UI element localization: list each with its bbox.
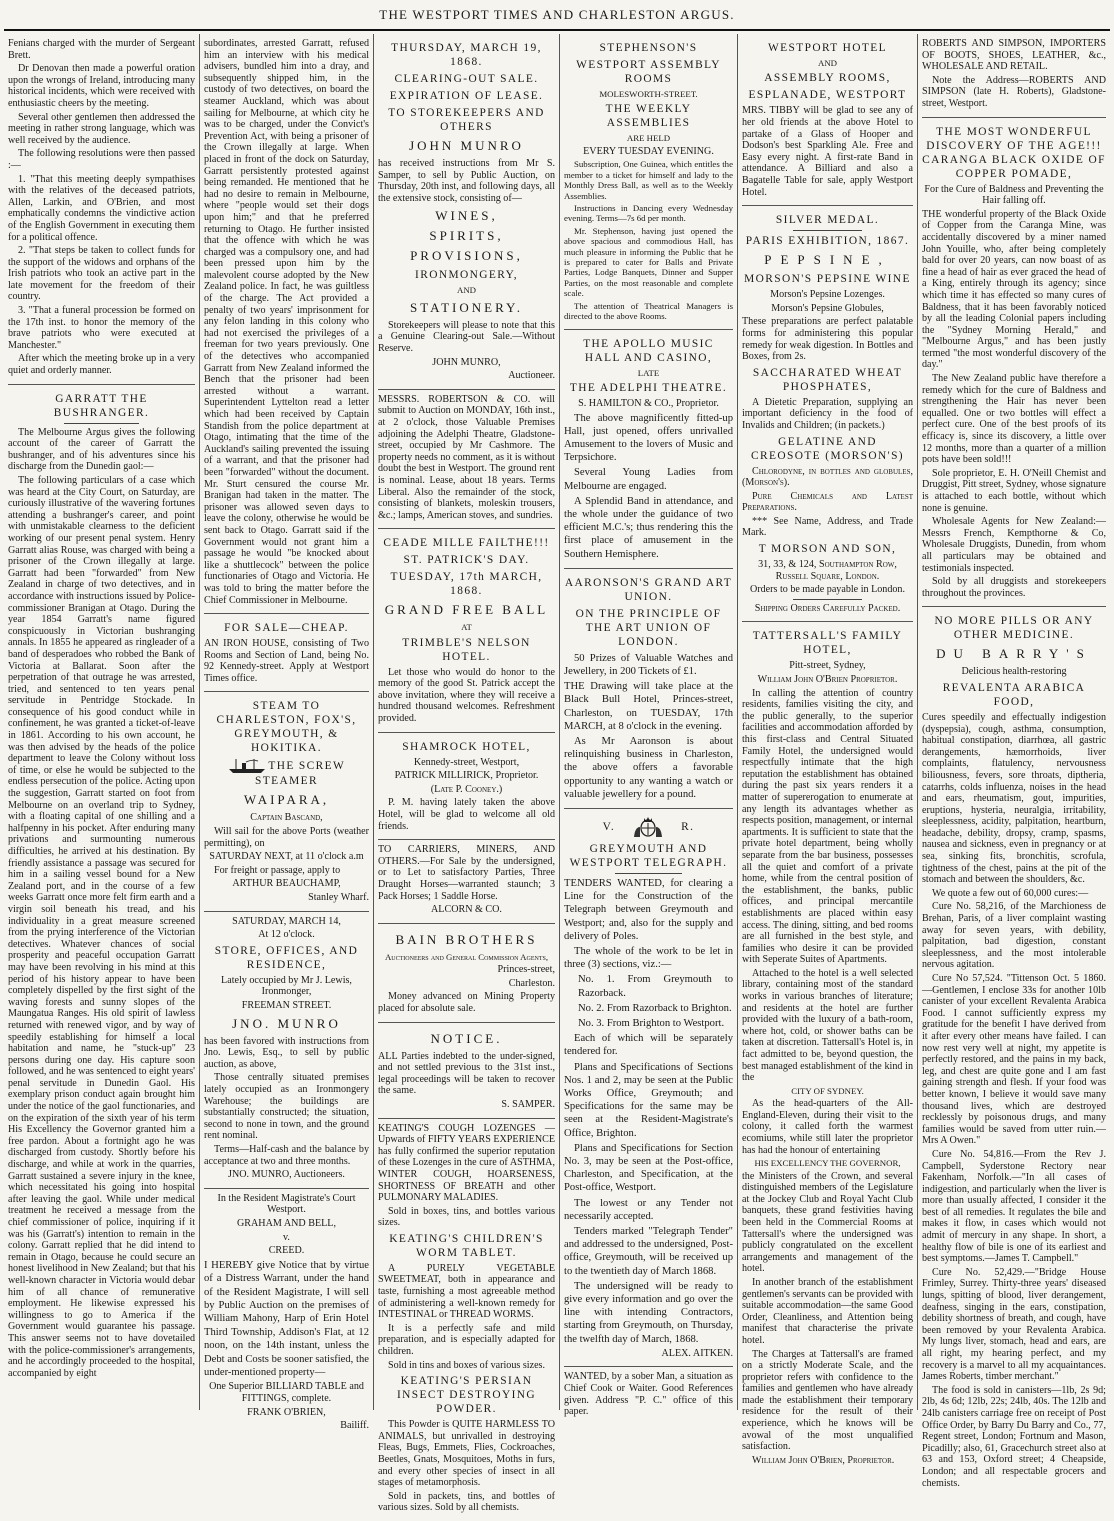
- auction-date: SATURDAY, MARCH 14,: [232, 915, 341, 927]
- auction-time: At 12 o'clock.: [258, 929, 315, 941]
- paragraph: Dr Denovan then made a powerful oration upon the wrongs of Ireland, introducing many historical incidents, which were received with enthusiastic cheers by the meeting.: [8, 63, 195, 109]
- paragraph: Fenians charged with the murder of Sergeant Brett.: [8, 38, 195, 61]
- ad-body: Instructions in Dancing every Wednesday evening. Terms—7s 6d per month.: [564, 203, 733, 224]
- goods-line: AND: [456, 285, 477, 296]
- ad-line: Morson's Pepsine Globules,: [771, 302, 884, 314]
- agent-place: Stanley Wharf.: [308, 892, 369, 904]
- samper-notice: [378, 1023, 555, 1119]
- ad-body: This Powder is QUITE HARMLESS TO ANIMALS, but unrivalled in destroying Fleas, Bugs, Emmets, Flies, Cockroaches, Beetles, Gnats, Mosquitoes, Moths in furs, and every other species of insect in all stages of metamorphosis.: [378, 1419, 555, 1489]
- section-item: No. 2. From Razorback to Brighton.: [578, 1002, 732, 1014]
- ad-heading: THE APOLLO MUSIC HALL AND CASINO,: [583, 337, 714, 364]
- ad-proprietor: S. HAMILTON & CO., Proprietor.: [578, 397, 719, 409]
- ad-line: Morson's Pepsine Lozenges.: [770, 289, 885, 301]
- ad-held: ARE HELD: [626, 133, 671, 144]
- ad-note: Storekeepers will please to note that this a Genuine Clearing-out Sale.—Without Reserve.: [378, 319, 555, 354]
- st-patricks-ad: [378, 529, 555, 732]
- court-notice: [204, 1189, 369, 1439]
- ad-when: EVERY TUESDAY EVENING.: [583, 145, 714, 157]
- steamship-icon: [228, 758, 266, 774]
- ad-body: AN IRON HOUSE, consisting of Two Rooms and Section of Land, being No. 92 Kennedy-street. Apply at Westport Times office.: [204, 638, 369, 684]
- section-item: No. 3. From Brighton to Westport.: [578, 1018, 725, 1029]
- ad-body: Mr. Stephenson, having just opened the above spacious and commodious Hall, has much pleasure in informing the Public that he is prepared to cater for Balls and Private Parties, Lodge Banquets, Dinner and Supper Parties, on the most reasonable and complete scale.: [564, 225, 733, 299]
- ad-body: The food is sold in canisters—1lb, 2s 9d; 2lb, 4s 6d; 12lb, 22s; 24lb, 40s. The 12lb and 24lb canisters carriage free on receipt of Post Office Order, by Barry Du Barry and Co., 77, Regent street, London; Fortnum and Mason, Picadilly; also, 61, Gracechurch street also at 63 and 153, Oxford street; 4 Cheapside, London; and all respectable grocers and chemists.: [922, 1384, 1106, 1489]
- ad-town: Charleston.: [508, 977, 555, 989]
- ad-body: Let those who would do honor to the memory of the good St. Patrick accept the above invitation, where they will receive a hundred thousand welcomes. Refreshment provided.: [378, 666, 555, 725]
- roberts-simpson-ad: [922, 34, 1106, 118]
- ad-heading: SHAMROCK HOTEL,: [402, 740, 531, 753]
- street-line: FREEMAN STREET.: [241, 1000, 332, 1011]
- ad-body: Cure No. 52,429.—"Bridge House Frimley, Surrey. Thirty-three years' diseased lungs, spitting of blood, liver derangement, deafness, singing in the ears, constipation, debility shortness of breath, and cough, have been removed by your Revalenta Arabica. My lungs liver, stomach, head and ears, are all right, my hearing perfect, and my recovery is a marvel to all my acquaintances. James Roberts, timber merchant.": [922, 1266, 1106, 1383]
- ad-body: has received instructions from Mr S. Samper, to sell by Public Auction, on Thursday, 20th inst, and following days, all the extensive stock, consisting of—: [378, 158, 555, 204]
- shamrock-hotel-ad: [378, 733, 555, 841]
- paragraph: Several other gentlemen then addressed the meeting in rather strong language, which was well received by the audience.: [8, 111, 195, 146]
- ad-role: Auctioneer.: [508, 370, 555, 382]
- paragraph: The following resolutions were then passed :—: [8, 148, 195, 171]
- apollo-music-hall-ad: [564, 330, 733, 569]
- sailing-date: SATURDAY NEXT, at 11 o'clock a.m: [209, 851, 364, 863]
- ad-body: Pure Chemicals and Latest Preparations.: [742, 490, 913, 514]
- store-auction-ad: [204, 912, 369, 1189]
- divider: [615, 873, 683, 874]
- vr-v: V.: [602, 820, 616, 833]
- paragraph: subordinates, arrested Garratt, refused him an interview with his medical advisers, bundled him into a dray, and subsequently shipped him, in the custody of two detectives, on board the steamer Auckland, which was about sailing for Melbourne, at which city he was to be charged, under the Convict's Prevention Act, with being a prisoner of the Crown illegally at large. When placed in front of the dock on Saturday, Garratt persistently protested against being remanded. He mentioned that he had no desire to remain in Melbourne, where "people would set their dogs upon him;" and that he preferred returning to Otago. He further insisted that the offence with which he was charged was a compulsory one, and had been pressed upon him by the malevolent course adopted by the New Zealand police. In fact, he was guiltless of the charge. The Act provided a penalty of two years' imprisonment for any felon landing in this colony who had not exercised the privileges of a freeman for two years previously. One of the detectives who accompanied Garratt from New Zealand informed the Bench that the prisoner had been arrested without a warrant. Superintendent Lyttelton read a letter which had been received by Captain Standish from the police department at Otago, intimating that the time of the Auckland's sailing prevented the issuing of a warrant, and that the prisoner had been "forwarded" without the document. Mr. Sturt censured the course Mr. Branigan had taken in the matter. The prisoner was allowed seven days to leave the colony, otherwise he would be sent back to Otago. Garratt said if the Government would not grant him a passage he would "be knocked about like a shuttlecock" between the police functionaries of Otago and Victoria. He was told to bring the matter before the Chief Commissioner in Melbourne.: [204, 38, 369, 606]
- notice-heading: NOTICE.: [430, 1030, 503, 1046]
- ad-heading: ESPLANADE, WESTPORT: [748, 89, 907, 102]
- ad-body: The above magnificently fitted-up Hall, just opened, offers unrivalled Amusement to the lovers of Music and Terpsichore.: [564, 412, 733, 464]
- ad-proprietor: William John O'Brien Proprietor.: [757, 674, 898, 686]
- ad-line: Delicious health-restoring: [961, 666, 1067, 678]
- court-title: In the Resident Magistrate's Court Westport.: [217, 1192, 356, 1216]
- assembly-rooms-ad: [564, 34, 733, 330]
- freight-line: For freight or passage, apply to: [214, 864, 341, 876]
- ad-heading: THE ADELPHI THEATRE.: [569, 381, 728, 394]
- ad-body: Plans and Specifications for Section No. 3, may be seen at the Post-office, Charleston, and Specification, at the Post-office, Westport.: [564, 1142, 733, 1194]
- ad-body: Sold in boxes, tins, and bottles various sizes.: [378, 1205, 555, 1229]
- auctioneer-heading: JNO. MUNRO: [232, 1015, 341, 1031]
- court-v: v.: [283, 1231, 290, 1243]
- ad-heading: WESTPORT ASSEMBLY ROOMS: [576, 59, 721, 85]
- ad-body: *** See Name, Address, and Trade Mark.: [742, 515, 913, 539]
- ad-body: Several Young Ladies from Melbourne are engaged.: [564, 467, 733, 492]
- goods-line: WINES,: [435, 208, 498, 224]
- revalenta-ad: [922, 607, 1106, 1496]
- ad-body: In another branch of the establishment gentlemen's servants can be provided with suitable accommodation—the same Good Order, Cleanliness, and Attention being manifest that characterise the private hotel.: [742, 1276, 913, 1346]
- paragraph: 1. "That this meeting deeply sympathises with the relatives of the deceased patriots, Allen, Larkin, and O'Brien, and most emphatically condemns the vindictive action of the English Government in executing them for a political offence.: [8, 173, 195, 243]
- ad-body: As Mr Aaronson is about relinquishing business in Charleston, the above offers a favorable opportunity to any wanting a watch or valuable jewellery for a pound.: [564, 735, 733, 800]
- ad-signature: ALCORN & CO.: [431, 904, 502, 916]
- ad-body: Subscription, One Guinea, which entitles the member to a ticket for himself and lady to the Monthly Dress Ball, as well as to the Weekly Assemblies.: [564, 159, 733, 201]
- ad-heading: STEAM TO CHARLESTON, FOX'S, GREYMOUTH, & HOKITIKA.: [216, 700, 357, 755]
- ad-body: In calling the attention of country residents, families visiting the city, and the public generally, to the superior facilities and accommodation afforded by this first-class and Central Situated Family Hotel, the undersigned would respectfully intimate that the high reputation the establishment has obtained during the past six years renders it a matter of supererogation to enumerate at any length its advantages whether as respects position, management, or internal apartments. It is sufficient to state that the private hotel department, being wholly separate from the bar business, possesses all the quiet and comfort of a private home, while from the central position of the establishment, the banks, public offices, and principal mercantile establishments are placed within easy access. The dining, sitting, and bed rooms are all furnished in the best style, and families who desire it can be provided with Seperate Suites of Apartments.: [742, 687, 913, 966]
- agent: ARTHUR BEAUCHAMP,: [232, 878, 341, 890]
- ad-body: MRS. TIBBY will be glad to see any of her old friends at the above Hotel to partake of a Glass of Hooper and Dodson's best Sparkling Ale. Free and Easy every night. A first-rate Band in attendance. A Billiard and also a Bagatelle Table for sale, apply Westport Hotel.: [742, 105, 913, 198]
- paragraph: 3. "That a funeral procession be formed on the 17th inst. to honor the memory of the brave patriots who were executed at Manchester.": [8, 305, 195, 351]
- robertson-ad: [378, 390, 555, 530]
- ball-heading: GRAND FREE BALL: [384, 602, 549, 618]
- ad-body: the Ministers of the Crown, and several distinguished members of the Legislature at the Jockey Club and Royal Yacht Club banquets, these grand festivities having been held in the Commercial Rooms at Tattersall's where the undersigned was publicly congratulated on the excellent arrangements and management of the hotel.: [742, 1170, 913, 1275]
- ad-body: 50 Prizes of Valuable Watches and Jewellery, in 200 Tickets of £1.: [564, 652, 733, 677]
- ad-subheading: SACCHARATED WHEAT PHOSPHATES,: [752, 366, 903, 393]
- ad-body: The Charges at Tattersall's are framed on a strictly Moderate Scale, and the proprietor refers with confidence to the families and gentlemen who have already made the establishment their temporary residence for the result of their experience, which he knows will be avowal of the most unqualified satisfaction.: [742, 1348, 913, 1453]
- ship-name: WAIPARA,: [243, 792, 330, 808]
- ad-heading: SILVER MEDAL.: [775, 214, 880, 227]
- auctioneer-heading: JOHN MUNRO: [409, 138, 524, 153]
- court-defendant: CREED.: [268, 1245, 305, 1257]
- divider: [793, 599, 861, 600]
- ad-heading: TATTERSALL'S FAMILY HOTEL,: [752, 630, 903, 657]
- ad-subheading: PARIS EXHIBITION, 1867.: [745, 235, 910, 248]
- court-body: I HEREBY give Notice that by virtue of a Distress Warrant, under the hand of the Resident Magistrate, I will sell by Public Auction on the premises of William Mahony, Harp of Erin Hotel Third Township, Addison's Flat, at 12 noon, on the 14th instant, unless the Debt and Costs be sooner satisfied, the under-mentioned property—: [204, 1259, 369, 1378]
- court-case: GRAHAM AND BELL,: [237, 1217, 336, 1229]
- royal-crest-icon: [631, 815, 665, 839]
- ad-body: The New Zealand public have therefore a remedy which for the cure of Baldness and strengthening the Hair has never been equalled. One or two bottles will effect a perfect cure. One of the best proofs of its efficacy is, since its discovery, a little over 12 months, more than a quarter of a million pots have been sold!!!: [922, 373, 1106, 466]
- ad-body: WANTED, by a sober Man, a situation as Chief Cook or Waiter. Good References given. Address "P. C." office of this paper.: [564, 1371, 733, 1418]
- bain-brothers-ad: [378, 924, 555, 1023]
- garratt-article: [8, 385, 195, 1387]
- ad-heading: AARONSON'S GRAND ART UNION.: [564, 576, 733, 603]
- section-item: No. 1. From Greymouth to Razorback.: [578, 974, 733, 999]
- article-heading: GARRATT THE BUSHRANGER.: [53, 392, 150, 419]
- goods-line: SPIRITS,: [429, 228, 504, 244]
- paragraph: 2. "That steps be taken to collect funds for the support of the widows and orphans of the Irish patriots who took an active part in the late movement for the freedom of their country.: [8, 245, 195, 303]
- wanted-ad: [564, 1367, 733, 1424]
- fenian-meeting-article: [8, 34, 195, 385]
- ad-line: Shipping Orders Carefully Packed.: [754, 602, 901, 614]
- column-4: [560, 34, 738, 1418]
- ad-line: HIS EXCELLENCY THE GOVERNOR,: [754, 1158, 901, 1169]
- ad-heading: STORE, OFFICES, AND RESIDENCE,: [214, 944, 359, 971]
- ad-body: MESSRS. ROBERTSON & CO. will submit to Auction on MONDAY, 16th inst., at 2 o'clock, those Valuable Premises adjoining the Adelphi Theatre, Gladstone-street, occupied by Mr Cashmore. The property needs no comment, as it is without doubt the best in Westport. The ground rent is nominal. Lease, about 18 years. Terms Liberal. Also the remainder of the stock, consisting of blankets, moleskin trousers, &c.; lamps, American stoves, and sundries.: [378, 393, 555, 521]
- divider: [793, 230, 861, 231]
- ad-body: Cure No 57,524. "Tittenson Oct. 5 1860.—Gentlemen, I enclose 33s for another 10lb canister of your excellent Revalenta Arabica Food. I cannot sufficiently express my gratitude for the benefit I have derived from it after every other means have failed. I can now rest very well at night, my appetite is perfectly restored, and the pains in my back, leg, and chest are quite gone and I am fast gaining strength and flesh. If your food was better known, I believe it would save many thousand lives, which are destroyed recklessly by poisonous drugs, and many families would be saved from utter ruin.—Mrs A Owen.": [922, 973, 1106, 1147]
- tattersalls-hotel-ad: [742, 622, 913, 1473]
- ad-body: Note the Address—ROBERTS AND SIMPSON (late H. Roberts), Gladstone-street, Westport.: [922, 74, 1106, 109]
- paragraph: The following particulars of a case which was heard at the City Court, on Saturday, are curiously illustrative of the wavering fortunes attending a bushranger's career, and point with unmistakable clearness to the deficient working of our present penal system. Henry Garratt alias Rouse, was charged with being a prisoner of the Crown illegally at large. Garratt had been "forwarded" from New Zealand in charge of two detectives, and in accordance with instructions issued by Police-commissioner Branigan at Otago. During the year 1854 Garratt's name figured conspicuously in Victorian bushranging annals. In 1855 he appeared as ringleader of a band of desperadoes who robbed the Bank of Victoria at Ballarat. Soon after the perpetration of that outrage he was arrested, tried, and sentenced to ten years penal servitude in Pentridge Stockade. In consequence of his good conduct while in confinement, he was granted a ticket-of-leave in 1861. According to his own account, he was then advised by the heads of the police department to leave the Colony without loss of time, or else he would be subjected to the endless persecution of the police. Acting upon the suggestion, Garratt started on foot from Melbourne on an overland trip to Sydney, with a floating capital of one shilling and a halfpenny in his pocket. After enduring many privations and surmounting numerous difficulties, he arrived at his destination. By friendly assistance a passage was secured for him in a sailing vessel bound for a New Zealand port, and in the course of a few weeks Garratt once more felt firm earth and a virgin soil beneath his tread, and his individuality in a great measure screened from the prying interference of the Victorian detectives. Whatever chances of social prosperity and peaceful occupation Garratt may have been revolving in his mind at this period of his history appear to have been completely dispelled by the first sight of the waving forests and sunny slopes of the Maungatua Ranges. His old spirit of lawless returned with renewed vigor, and by way of speedily establishing for himself a local habitation and name, he "stuck-up" 23 persons during one day. His capture soon followed, and he was sentenced to eight years' penal servitude in Dunedin Gaol. His exemplary prison conduct again brought him under the notice of the gaol functionaries, and on the expiration of the sixth year of his term His Excellency the Governor granted him a free pardon. About a fortnight ago he was discharged from custody. Shortly before his discharge, and while at work in the quarries, Garratt sustained a severe injury in the knee, which necessitated his going into hospital after leaving the gaol. While under medical treatment he received a message from the chief commissioner of police, inquiring if it was his (Garratt's) intention to remain in the colony. Garratt replied that he did intend to remain in Otago, because he could secure an honest livelihood in New Zealand; but that his well-known character in Victoria would debar him of all chance of remunerative employment. He likewise expressed his willingness to go to America if the Government would guarantee his passage. This answer seems not to have dovetailed with the police-commissioner's arrangements, and he accordingly proceeded to the hospital, accompanied by eight: [8, 475, 195, 1379]
- ad-subheading: For the Cure of Baldness and Preventing the Hair falling off.: [924, 183, 1104, 207]
- notice-body: ALL Parties indebted to the under-signed, and not settled previous to the 31st inst., legal proceedings will be taken to recover the same.: [378, 1050, 555, 1097]
- ad-address: 31, 33, & 124, Southampton Row, Russell Square, London.: [758, 559, 897, 582]
- occupied-line: Lately occupied by Mr J. Lewis, Ironmonger,: [221, 974, 352, 998]
- for-sale-ad: [204, 614, 369, 692]
- ad-body: Chlorodyne, in bottles and globules, (Morson's).: [742, 465, 913, 489]
- ad-line: Orders to be made payable in London.: [749, 584, 905, 596]
- ad-body: Each of which will be separately tendered for.: [564, 1033, 733, 1058]
- ad-body: Plans and Specifications of Sections Nos. 1 and 2, may be seen at the Public Works Office, Greymouth; and Specifications for the same may be seen at the Resident-Magistrate's Office, Brighton.: [564, 1061, 733, 1139]
- column-3: [374, 34, 560, 1514]
- ad-body: Sold in tins and boxes of various sizes.: [388, 1359, 546, 1371]
- ad-heading: KEATING'S PERSIAN INSECT DESTROYING POWDER.: [396, 1375, 537, 1416]
- ad-body: has been favored with instructions from Jno. Lewis, Esq., to sell by public auction, as above,: [204, 1035, 369, 1070]
- ad-body: A Dietetic Preparation, supplying an important deficiency in the food of Invalids and Children; (in packets.): [742, 396, 913, 431]
- ad-street: Princes-street,: [497, 964, 555, 976]
- ad-subheading: THE WEEKLY ASSEMBLIES: [605, 103, 692, 130]
- ad-body: Sold in packets, tins, and bottles of various sizes. Sold by all chemists.: [378, 1490, 555, 1514]
- masthead-title: THE WESTPORT TIMES AND CHARLESTON ARGUS.: [379, 7, 735, 22]
- column-1: [4, 34, 200, 1410]
- goods-line: IRONMONGERY,: [415, 269, 518, 282]
- court-role: Bailiff.: [340, 1420, 369, 1432]
- ad-body: A PURELY VEGETABLE SWEETMEAT, both in appearance and taste, furnishing a most agreeable method of administering a well-known remedy for INTESTINAL or THREAD WORMS.: [378, 1262, 555, 1321]
- ad-subheading: ON THE PRINCIPLE OF THE ART UNION OF LONDON.: [575, 607, 722, 648]
- ad-heading: FOR SALE—CHEAP.: [224, 622, 349, 635]
- caranga-pomade-ad: [922, 118, 1106, 608]
- ad-body: Attached to the hotel is a well selected library, containing most of the standard works in various branches of literature; and residents at the hotel are further provided with the luxury of a bath-room, where hot, cold, or shower baths can be taken at discretion. Tattersall's Hotel is, in fact admitted to be, beyond question, the best managed establishment of the kind in the: [742, 967, 913, 1084]
- ad-signature: William John O'Brien, Proprietor.: [752, 1454, 895, 1466]
- expiration-heading: EXPIRATION OF LEASE.: [389, 90, 544, 102]
- ad-body: As the head-quarters of the All-England-Eleven, during their visit to the colony, it called forth the warmest ecomiums, while still later the proprietor has had the honour of entertaining: [742, 1098, 913, 1156]
- keating-ads: [378, 1119, 555, 1521]
- ad-signature: JOHN MUNRO,: [432, 356, 501, 368]
- masthead-rule: [4, 29, 1110, 31]
- ad-proprietor: PATRICK MILLIRICK, Proprietor.: [394, 770, 539, 782]
- ad-body: It is a perfectly safe and mild preparation, and is especially adapted for children.: [378, 1322, 555, 1358]
- carriers-ad: [378, 840, 555, 924]
- ad-body: Cure No. 58,216, of the Marchioness de Brehan, Paris, of a liver complaint wasting away for seven years, with debility, palpitation, bad digestion, constant sleeplessness, and the most intolerable nervous agitation.: [922, 901, 1106, 971]
- ad-body: KEATING'S COUGH LOZENGES —Upwards of FIFTY YEARS EXPERIENCE has fully confirmed the superior reputation of these Lozenges in the cure of ASTHMA, WINTER COUGH, HOARSENESS, SHORTNESS OF BREATH and other PULMONARY MALADIES.: [378, 1122, 556, 1204]
- ad-body: Money advanced on Mining Property placed for absolute sale.: [378, 991, 555, 1014]
- goods-line: STATIONERY.: [410, 299, 523, 315]
- paragraph: The Melbourne Argus gives the following account of the career of Garratt the bushranger, and of his adventures since his discharge from the Dunedin gaol:—: [8, 426, 195, 473]
- pepsine-ad: [742, 206, 913, 622]
- ad-late: (Late P. Cooney.): [430, 783, 503, 795]
- sale-date: THURSDAY, MARCH 19, 1868.: [391, 42, 542, 68]
- ad-street: Pitt-street, Sydney,: [789, 660, 866, 672]
- art-union-ad: [564, 569, 733, 809]
- ad-terms: Terms—Half-cash and the balance by acceptance at two and three months.: [204, 1143, 369, 1167]
- ad-body: THE Drawing will take place at the Black Bull Hotel, Princes-street, Charleston, on TUESDAY, 17th MARCH, at 8 o'clock in the evening.: [564, 681, 733, 732]
- ad-subheading: T MORSON AND SON,: [758, 543, 897, 556]
- at-line: AT: [461, 622, 472, 633]
- pepsine-heading: PEPSINE,: [764, 252, 891, 268]
- ad-heading: CEADE MILLE FAILTHE!!!: [383, 537, 550, 550]
- garratt-article-continued: [204, 34, 369, 614]
- column-6: [918, 34, 1110, 1489]
- ad-body: We quote a few out of 60,000 cures:—: [932, 887, 1089, 899]
- court-signature: FRANK O'BRIEN,: [247, 1406, 326, 1418]
- ad-heading: STEPHENSON'S: [599, 42, 698, 54]
- ad-line: CITY OF SYDNEY.: [791, 1085, 864, 1096]
- ad-subheading: ST. PATRICK'S DAY.: [403, 554, 530, 567]
- ad-heading: GREYMOUTH AND WESTPORT TELEGRAPH.: [569, 842, 728, 869]
- ad-heading: KEATING'S CHILDREN'S WORM TABLET.: [389, 1232, 544, 1259]
- ad-body: The undersigned will be ready to give every information and go over the line with intending Contractors, starting from Greymouth, on Thursday, the twelfth day of March, 1868.: [564, 1280, 733, 1345]
- ad-body: The lowest or any Tender not necessarily accepted.: [564, 1197, 733, 1222]
- ad-subheading: MORSON'S PEPSINE WINE: [744, 273, 911, 286]
- ad-date: TUESDAY, 17th MARCH, 1868.: [390, 571, 543, 598]
- clearing-sale-ad: [378, 34, 555, 390]
- ad-heading: WESTPORT HOTEL: [767, 42, 887, 54]
- ad-body: Wholesale Agents for New Zealand:—Messrs French, Kempthorne & Co, Wholesale Druggists, Dunedin, from whom all particulars may be obtained and testimonials inspected.: [922, 516, 1106, 574]
- goods-line: PROVISIONS,: [410, 248, 523, 264]
- ad-body: THE wonderful property of the Black Oxide of Copper from the Caranga Mine, was accidentally discovered by a miner named John Youille, who, after being completely bald for over 20 years, can now boast of as fine a head of hair as ever graced the head of a King, entirely through its agency; since which time it has effected so many cures of Baldness, that it has been favorably noticed by all the leading Colonial papers including the "Sydney Morning Herald," and "Melbourne Argus," and has been justly termed "the most wonderful discovery of the day.": [922, 208, 1106, 371]
- column-2: [200, 34, 374, 1432]
- ad-body: Will sail for the above Ports (weather permitting), on: [204, 826, 369, 849]
- hotel-heading: TRIMBLE'S NELSON HOTEL.: [402, 636, 531, 663]
- paragraph: After which the meeting broke up in a very quiet and orderly manner.: [8, 353, 195, 377]
- to-heading: TO STOREKEEPERS AND OTHERS: [388, 107, 545, 133]
- court-item: One Superior BILLIARD TABLE and FITTINGS, complete.: [209, 1381, 364, 1404]
- ad-subheading: REVALENTA ARABICA FOOD,: [942, 681, 1086, 708]
- ad-body: TO CARRIERS, MINERS, AND OTHERS.—For Sale by the undersigned, or to Let to satisfactory Parties, Three Draught Horses—warranted staunch; 3 Pack Horses; 1 Saddle Horse.: [378, 844, 555, 902]
- ad-body: The attention of Theatrical Managers is directed to the above Rooms.: [564, 300, 733, 322]
- ad-late: LATE: [637, 367, 660, 378]
- newspaper-page: [4, 34, 1110, 1514]
- ad-street: Kennedy-street, Westport,: [413, 756, 520, 768]
- ad-body: TENDERS WANTED, for clearing a Line for the Construction of the Telegraph between Greymouth and Westport; and, also for the supply and delivery of Poles.: [564, 877, 733, 942]
- notice-signature: S. SAMPER.: [501, 1098, 555, 1110]
- ad-heading: THE MOST WONDERFUL DISCOVERY OF THE AGE!!! CARANGA BLACK OXIDE OF COPPER POMADE,: [922, 125, 1106, 180]
- ad-heading: ROBERTS AND SIMPSON, IMPORTERS OF BOOTS, SHOES, LEATHER, &c., WHOLESALE AND RETAIL.: [922, 38, 1106, 73]
- captain: Captain Bascand,: [250, 812, 323, 824]
- ad-body: Sold by all druggists and storekeepers throughout the provinces.: [922, 576, 1106, 599]
- column-5: [738, 34, 918, 1466]
- clearing-heading: CLEARING-OUT SALE.: [394, 73, 539, 85]
- ad-body: Cures speedily and effectually indigestion (dyspepsia), cough, asthma, consumption, habitual constipation, diarrhœa, all gastric derangements, hæmorrhoids, liver complaints, flatulency, nervousness biliousness, fevers, sore throats, diptheria, catarrhs, colds influenza, noises in the head and ears, rheumatism, gout, impurities, eruptions, hysteria, neuralgia, irritability, sleeplessness, acidity, palpitation, heartburn, headache, debility, dropsy, cramp, spasms, nausea and sickness, even in pregnancy or at sea, sinking fits, bronchitis, scrofula, tightness of the chest, pains at the pit of the stomach and between the shoulders, &c.: [922, 711, 1106, 886]
- ad-body: P. M. having lately taken the above Hotel, will be glad to welcome all old friends.: [378, 797, 555, 832]
- du-barry-heading: DU BARRY'S: [936, 646, 1092, 662]
- ad-heading: NO MORE PILLS OR ANY OTHER MEDICINE.: [934, 615, 1094, 642]
- ad-body: These preparations are perfect palatable forms for administering this popular remedy for weak digestion. In Bottles and Boxes, from 2s.: [742, 316, 913, 363]
- ad-body: A Splendid Band in attendance, and the whole under the guidance of two efficient M.C.'s; thus rendering this the first place of amusement in the Southern Hemisphere.: [564, 495, 733, 560]
- ad-body: Cure No. 54,816.—From the Rev J. Campbell, Syderstone Rectory near Fakenham, Norfolk.—"In all cases of indigestion, and particularly when the liver is more than usually affected, I consider it the best of all remedies. It regulates the bile and makes it flow, in cases which would not admit of mercury in any shape. In short, a healthy flow of bile is one of its earliest and best symptoms.—James T. Campbell.": [922, 1148, 1106, 1265]
- ad-street: MOLESWORTH-STREET.: [599, 89, 698, 99]
- ad-signature: ALEX. AITKEN.: [661, 1347, 733, 1359]
- ad-subheading: GELATINE AND CREOSOTE (MORSON'S): [750, 435, 904, 462]
- ad-signature: JNO. MUNRO, Auctioneers.: [228, 1169, 345, 1181]
- ad-heading: BAIN BROTHERS: [395, 931, 538, 947]
- steamer-ad: [204, 692, 369, 911]
- ad-and: AND: [817, 58, 838, 68]
- ad-body: The whole of the work to be let in three (3) sections, viz.:—: [564, 945, 733, 971]
- westport-hotel-ad: [742, 34, 913, 206]
- divider: [64, 423, 139, 424]
- ad-detail: Those centrally situated premises lately occupied as an Ironmongery Warehouse; the buildings are substantially constructed; the situation, second to none in town, and the ground rent nominal.: [204, 1072, 369, 1142]
- masthead: [0, 0, 1114, 32]
- vr-r: R.: [681, 820, 695, 833]
- ad-heading: ASSEMBLY ROOMS,: [764, 72, 891, 85]
- telegraph-tender-ad: [564, 809, 733, 1368]
- ad-subheading: Auctioneers and General Commission Agents,: [384, 951, 549, 962]
- ad-body: Tenders marked "Telegraph Tender" and addressed to the undersigned, Post-office, Greymouth, will be received up to the twentieth day of March 1868.: [564, 1226, 733, 1277]
- ship-line: THE SCREW STEAMER: [255, 759, 346, 788]
- ad-body: Sole proprietor, E. H. O'Neill Chemist and Druggist, Pitt street, Sydney, whose signature is attached to each bottle, without which none is genuine.: [922, 467, 1106, 514]
